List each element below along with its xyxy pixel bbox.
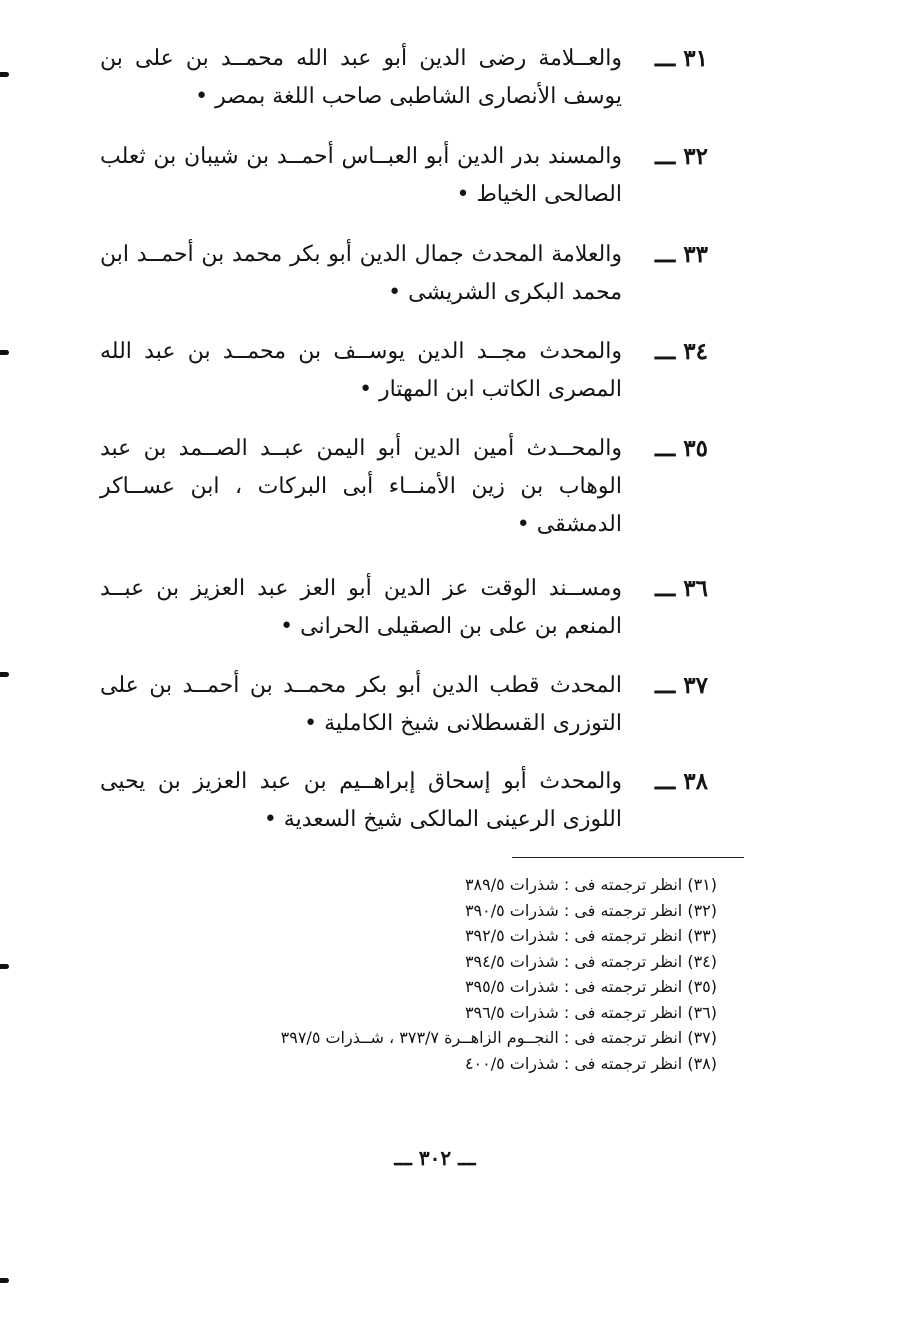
entry-text: والمحــدث أمين الدين أبو اليمن عبــد الصــمد بن عبد الوهاب بن زين الأمنــاء أبى البركات ، ابن عســاكر الدمشقى • [100, 436, 622, 537]
footnotes [100, 872, 717, 1076]
scan-edge-mark [0, 350, 9, 355]
footnote-33: (٣٣) انظر ترجمته فى : شذرات ٣٩٢/٥ [464, 926, 717, 945]
entry-number: ٣٤ ـــ [655, 338, 708, 365]
scan-edge-mark [0, 72, 9, 77]
entry-text: المحدث قطب الدين أبو بكر محمــد بن أحمــد بن على التوزرى القسطلانى شيخ الكاملية • [100, 673, 622, 736]
entry-38 [100, 763, 708, 839]
entry-37 [100, 667, 708, 743]
footnote-37: (٣٧) انظر ترجمته فى : النجــوم الزاهــرة ٣٧٣/٧ ، شــذرات ٣٩٧/٥ [280, 1028, 717, 1047]
entry-number: ٣٢ ـــ [655, 143, 708, 170]
scan-edge-mark [0, 672, 9, 677]
entry-35 [100, 430, 708, 544]
footnote-separator [512, 857, 744, 858]
entry-number: ٣٧ ـــ [655, 672, 708, 699]
entry-number: ٣٨ ـــ [655, 768, 708, 795]
entry-31 [100, 40, 708, 116]
scan-edge-mark [0, 964, 9, 969]
footnote-31: (٣١) انظر ترجمته فى : شذرات ٣٨٩/٥ [464, 875, 717, 894]
entry-33 [100, 236, 708, 312]
entry-text: والمحدث مجــد الدين يوســف بن محمــد بن عبد الله المصرى الكاتب ابن المهتار • [100, 339, 622, 402]
footnote-34: (٣٤) انظر ترجمته فى : شذرات ٣٩٤/٥ [464, 951, 717, 971]
entry-36 [100, 570, 708, 646]
footnote-38: (٣٨) انظر ترجمته فى : شذرات ٤٠٠/٥ [464, 1053, 717, 1073]
entry-text: والعــلامة رضى الدين أبو عبد الله محمــد بن على بن يوسف الأنصارى الشاطبى صاحب اللغة بمصر • [100, 46, 622, 109]
footnote-36: (٣٦) انظر ترجمته فى : شذرات ٣٩٦/٥ [464, 1002, 717, 1022]
entry-text: والمحدث أبو إسحاق إبراهــيم بن عبد العزيز بن يحيى اللوزى الرعينى المالكى شيخ السعدية • [100, 769, 622, 832]
footnote-32: (٣٢) انظر ترجمته فى : شذرات ٣٩٠/٥ [464, 900, 717, 920]
entry-text: ومســند الوقت عز الدين أبو العز عبد العزيز بن عبــد المنعم بن على بن الصقيلى الحرانى • [100, 576, 622, 639]
entry-number: ٣٣ ـــ [655, 241, 708, 268]
entry-text: والعلامة المحدث جمال الدين أبو بكر محمد بن أحمــد ابن محمد البكرى الشريشى • [100, 242, 622, 305]
entry-34 [100, 333, 708, 409]
entry-32 [100, 138, 708, 214]
entry-number: ٣١ ـــ [655, 45, 708, 72]
entry-text: والمسند بدر الدين أبو العبــاس أحمــد بن شيبان بن ثعلب الصالحى الخياط • [100, 144, 622, 207]
entry-number: ٣٥ ـــ [655, 435, 708, 462]
page-number: ـــ ٣٠٢ ـــ [394, 1146, 476, 1170]
entry-number: ٣٦ ـــ [655, 575, 708, 602]
footnote-35: (٣٥) انظر ترجمته فى : شذرات ٣٩٥/٥ [464, 977, 717, 996]
scan-edge-mark [0, 1278, 9, 1283]
